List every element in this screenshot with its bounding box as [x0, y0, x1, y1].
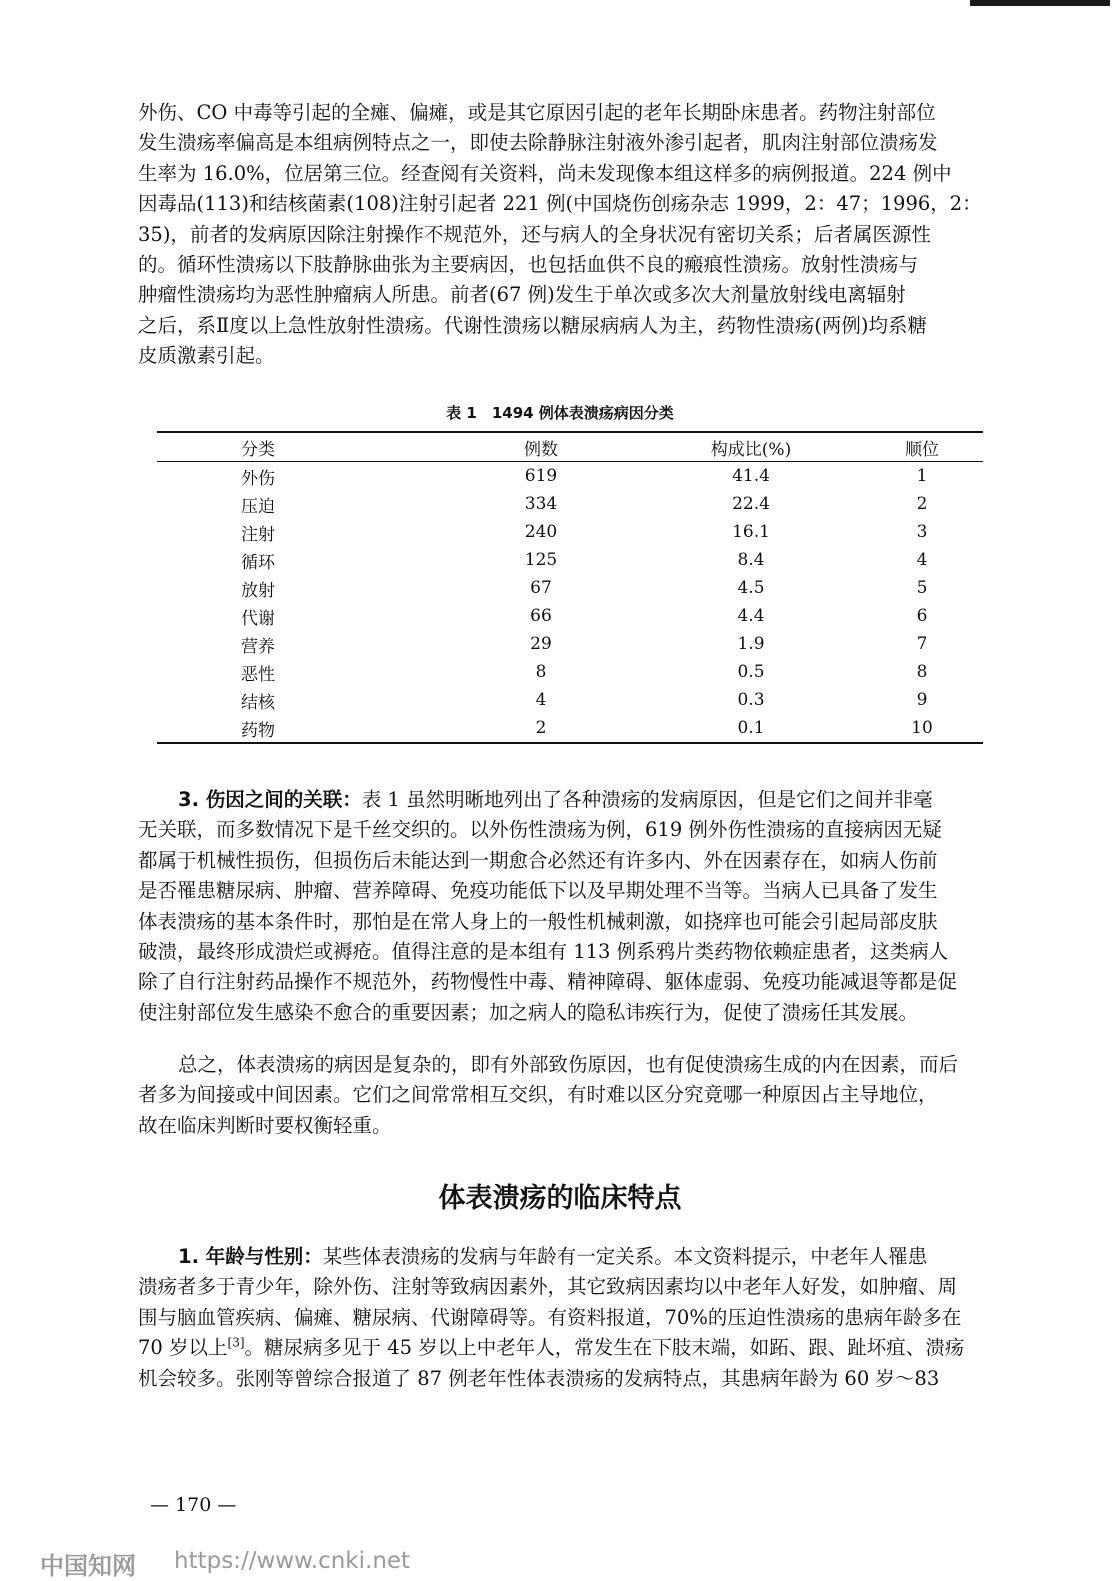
cause-classification-table: [157, 431, 983, 744]
cell-cases: 67: [530, 578, 552, 598]
text-line: 生率为 16.0%，位居第三位。经查阅有关资料，尚未发现像本组这样多的病例报道。224 例中: [138, 161, 952, 185]
table-row: [157, 686, 983, 714]
cell-category: 注射: [241, 524, 275, 545]
text-line: [138, 1333, 1010, 1363]
text-line: 使注射部位发生感染不愈合的重要因素；加之病人的隐私讳疾行为，促使了溃疡任其发展。: [138, 1000, 919, 1024]
paragraph-cause-relations: [138, 785, 1010, 1028]
cell-rank: 7: [916, 634, 928, 654]
text-line: 溃疡者多于青少年，除外伤、注射等致病因素外，其它致病因素均以中老年人好发，如肿瘤、周: [138, 1275, 958, 1299]
cell-category: 外伤: [241, 468, 275, 489]
header-category: 分类: [241, 439, 275, 460]
cell-cases: 240: [524, 522, 558, 542]
cell-ratio: 4.5: [737, 578, 765, 598]
citation-ref: [3]: [227, 1335, 245, 1350]
cell-ratio: 16.1: [732, 522, 770, 542]
table-row: [157, 602, 983, 630]
text-line: [138, 1242, 1010, 1272]
text-line: 的。循环性溃疡以下肢静脉曲张为主要病因，也包括血供不良的瘢痕性溃疡。放射性溃疡与: [138, 253, 919, 277]
text-line: 之后，系Ⅱ度以上急性放射性溃疡。代谢性溃疡以糖尿病病人为主，药物性溃疡(两例)均系糖: [138, 313, 927, 337]
text-line: 者多为间接或中间因素。它们之间常常相互交织，有时难以区分究竟哪一种原因占主导地位，: [138, 1083, 938, 1107]
cell-rank: 1: [916, 466, 928, 486]
cell-rank: 9: [916, 690, 928, 710]
cell-category: 放射: [241, 580, 275, 601]
text-line: 破溃，最终形成溃烂或褥疮。值得注意的是本组有 113 例系鸦片类药物依赖症患者，这类病人: [138, 940, 949, 964]
text-line: 发生溃疡率偏高是本组病例特点之一，即使去除静脉注射液外渗引起者，肌肉注射部位溃疡发: [138, 131, 938, 155]
text-line: 故在临床判断时要权衡轻重。: [138, 1113, 392, 1137]
table-row: [157, 462, 983, 491]
header-rank: 顺位: [905, 439, 939, 460]
text-line: 总之，体表溃疡的病因是复杂的，即有外部致伤原因，也有促使溃疡生成的内在因素，而后: [178, 1053, 959, 1076]
text-line: 皮质激素引起。: [138, 344, 275, 368]
cnki-logo: 中国知网: [40, 1552, 136, 1580]
cell-cases: 334: [524, 494, 558, 514]
section-heading: 体表溃疡的临床特点: [438, 1183, 682, 1214]
table-row: [157, 658, 983, 686]
table-caption: 表 1 1494 例体表溃疡病因分类: [446, 404, 674, 422]
cell-category: 结核: [241, 692, 275, 713]
cell-ratio: 0.5: [737, 662, 765, 682]
text-segment: 。糖尿病多见于 45 岁以上中老年人，常发生在下肢末端，如跖、跟、趾坏疽、溃疡: [244, 1336, 965, 1360]
table-row: [157, 574, 983, 602]
table-row: [157, 546, 983, 574]
table-row: [157, 518, 983, 546]
cell-ratio: 1.9: [737, 634, 765, 654]
paragraph-summary: [138, 1050, 1010, 1141]
cell-rank: 2: [916, 494, 928, 514]
table-row: [157, 490, 983, 518]
header-ratio: 构成比(%): [710, 439, 792, 460]
cell-cases: 8: [535, 662, 547, 682]
text-line: 机会较多。张刚等曾综合报道了 87 例老年性体表溃疡的发病特点，其患病年龄为 60 岁～83: [138, 1366, 940, 1390]
cell-rank: 3: [916, 522, 928, 542]
cell-rank: 10: [911, 718, 933, 738]
text-line: 是否罹患糖尿病、肿瘤、营养障碍、免疫功能低下以及早期处理不当等。当病人已具备了发生: [138, 879, 938, 903]
text-segment: 70 岁以上: [138, 1336, 228, 1360]
cell-ratio: 0.1: [737, 718, 765, 738]
page-number: — 170 —: [150, 1494, 237, 1516]
text-line: 35)，前者的发病原因除注射操作不规范外，还与病人的全身状况有密切关系；后者属医源性: [138, 222, 931, 246]
table-header-row: [157, 432, 983, 462]
text-line: 围与脑血管疾病、偏瘫、糖尿病、代谢障碍等。有资料报道，70%的压迫性溃疡的患病年龄多在: [138, 1305, 962, 1329]
cell-ratio: 0.3: [737, 690, 765, 710]
text-line: 体表溃疡的基本条件时，那怕是在常人身上的一般性机械刺激，如挠痒也可能会引起局部皮肤: [138, 909, 938, 933]
paragraph-causes: [138, 98, 1010, 372]
table-row: [157, 714, 983, 743]
cell-rank: 4: [916, 550, 928, 570]
cell-category: 代谢: [241, 608, 275, 629]
cell-cases: 29: [530, 634, 552, 654]
paragraph-lead: 1. 年龄与性别：: [178, 1245, 323, 1268]
paragraph-age-gender: [138, 1242, 1010, 1394]
cell-ratio: 41.4: [732, 466, 770, 486]
cnki-url-link[interactable]: https://www.cnki.net: [174, 1548, 411, 1574]
cell-category: 循环: [241, 552, 275, 573]
cell-ratio: 22.4: [732, 494, 770, 514]
cell-category: 营养: [241, 636, 275, 657]
text-line: 都属于机械性损伤，但损伤后未能达到一期愈合必然还有许多内、外在因素存在，如病人伤前: [138, 848, 938, 872]
cell-cases: 66: [530, 606, 552, 626]
cell-rank: 8: [916, 662, 928, 682]
text-line: [138, 785, 1010, 815]
cell-cases: 125: [524, 550, 558, 570]
text-line: 除了自行注射药品操作不规范外，药物慢性中毒、精神障碍、躯体虚弱、免疫功能减退等都是促: [138, 970, 958, 994]
header-rule: [970, 0, 1110, 6]
text-line: 无关联，而多数情况下是千丝交织的。以外伤性溃疡为例，619 例外伤性溃疡的直接病因无疑: [138, 818, 942, 842]
text-line: 肿瘤性溃疡均为恶性肿瘤病人所患。前者(67 例)发生于单次或多次大剂量放射线电离辐射: [138, 283, 906, 307]
cell-cases: 4: [535, 690, 547, 710]
cell-ratio: 4.4: [737, 606, 765, 626]
cell-category: 压迫: [241, 496, 275, 517]
table-row: [157, 630, 983, 658]
paragraph-lead-text: 某些体表溃疡的发病与年龄有一定关系。本文资料提示，中老年人罹患: [322, 1245, 928, 1268]
text-line: 因毒品(113)和结核菌素(108)注射引起者 221 例(中国烧伤创疡杂志 1999，2：47；1996，2：: [138, 192, 982, 216]
cell-cases: 2: [535, 718, 547, 738]
cell-rank: 5: [916, 578, 928, 598]
cell-cases: 619: [524, 466, 558, 486]
header-cases: 例数: [524, 439, 558, 460]
cell-rank: 6: [916, 606, 928, 626]
paragraph-lead-text: 表 1 虽然明晰地列出了各种溃疡的发病原因，但是它们之间并非毫: [361, 788, 933, 811]
text-line: 外伤、CO 中毒等引起的全瘫、偏瘫，或是其它原因引起的老年长期卧床患者。药物注射部位: [138, 101, 936, 124]
paragraph-lead: 3. 伤因之间的关联：: [178, 788, 362, 811]
cell-category: 药物: [241, 720, 275, 741]
cell-category: 恶性: [241, 664, 275, 685]
cell-ratio: 8.4: [737, 550, 765, 570]
